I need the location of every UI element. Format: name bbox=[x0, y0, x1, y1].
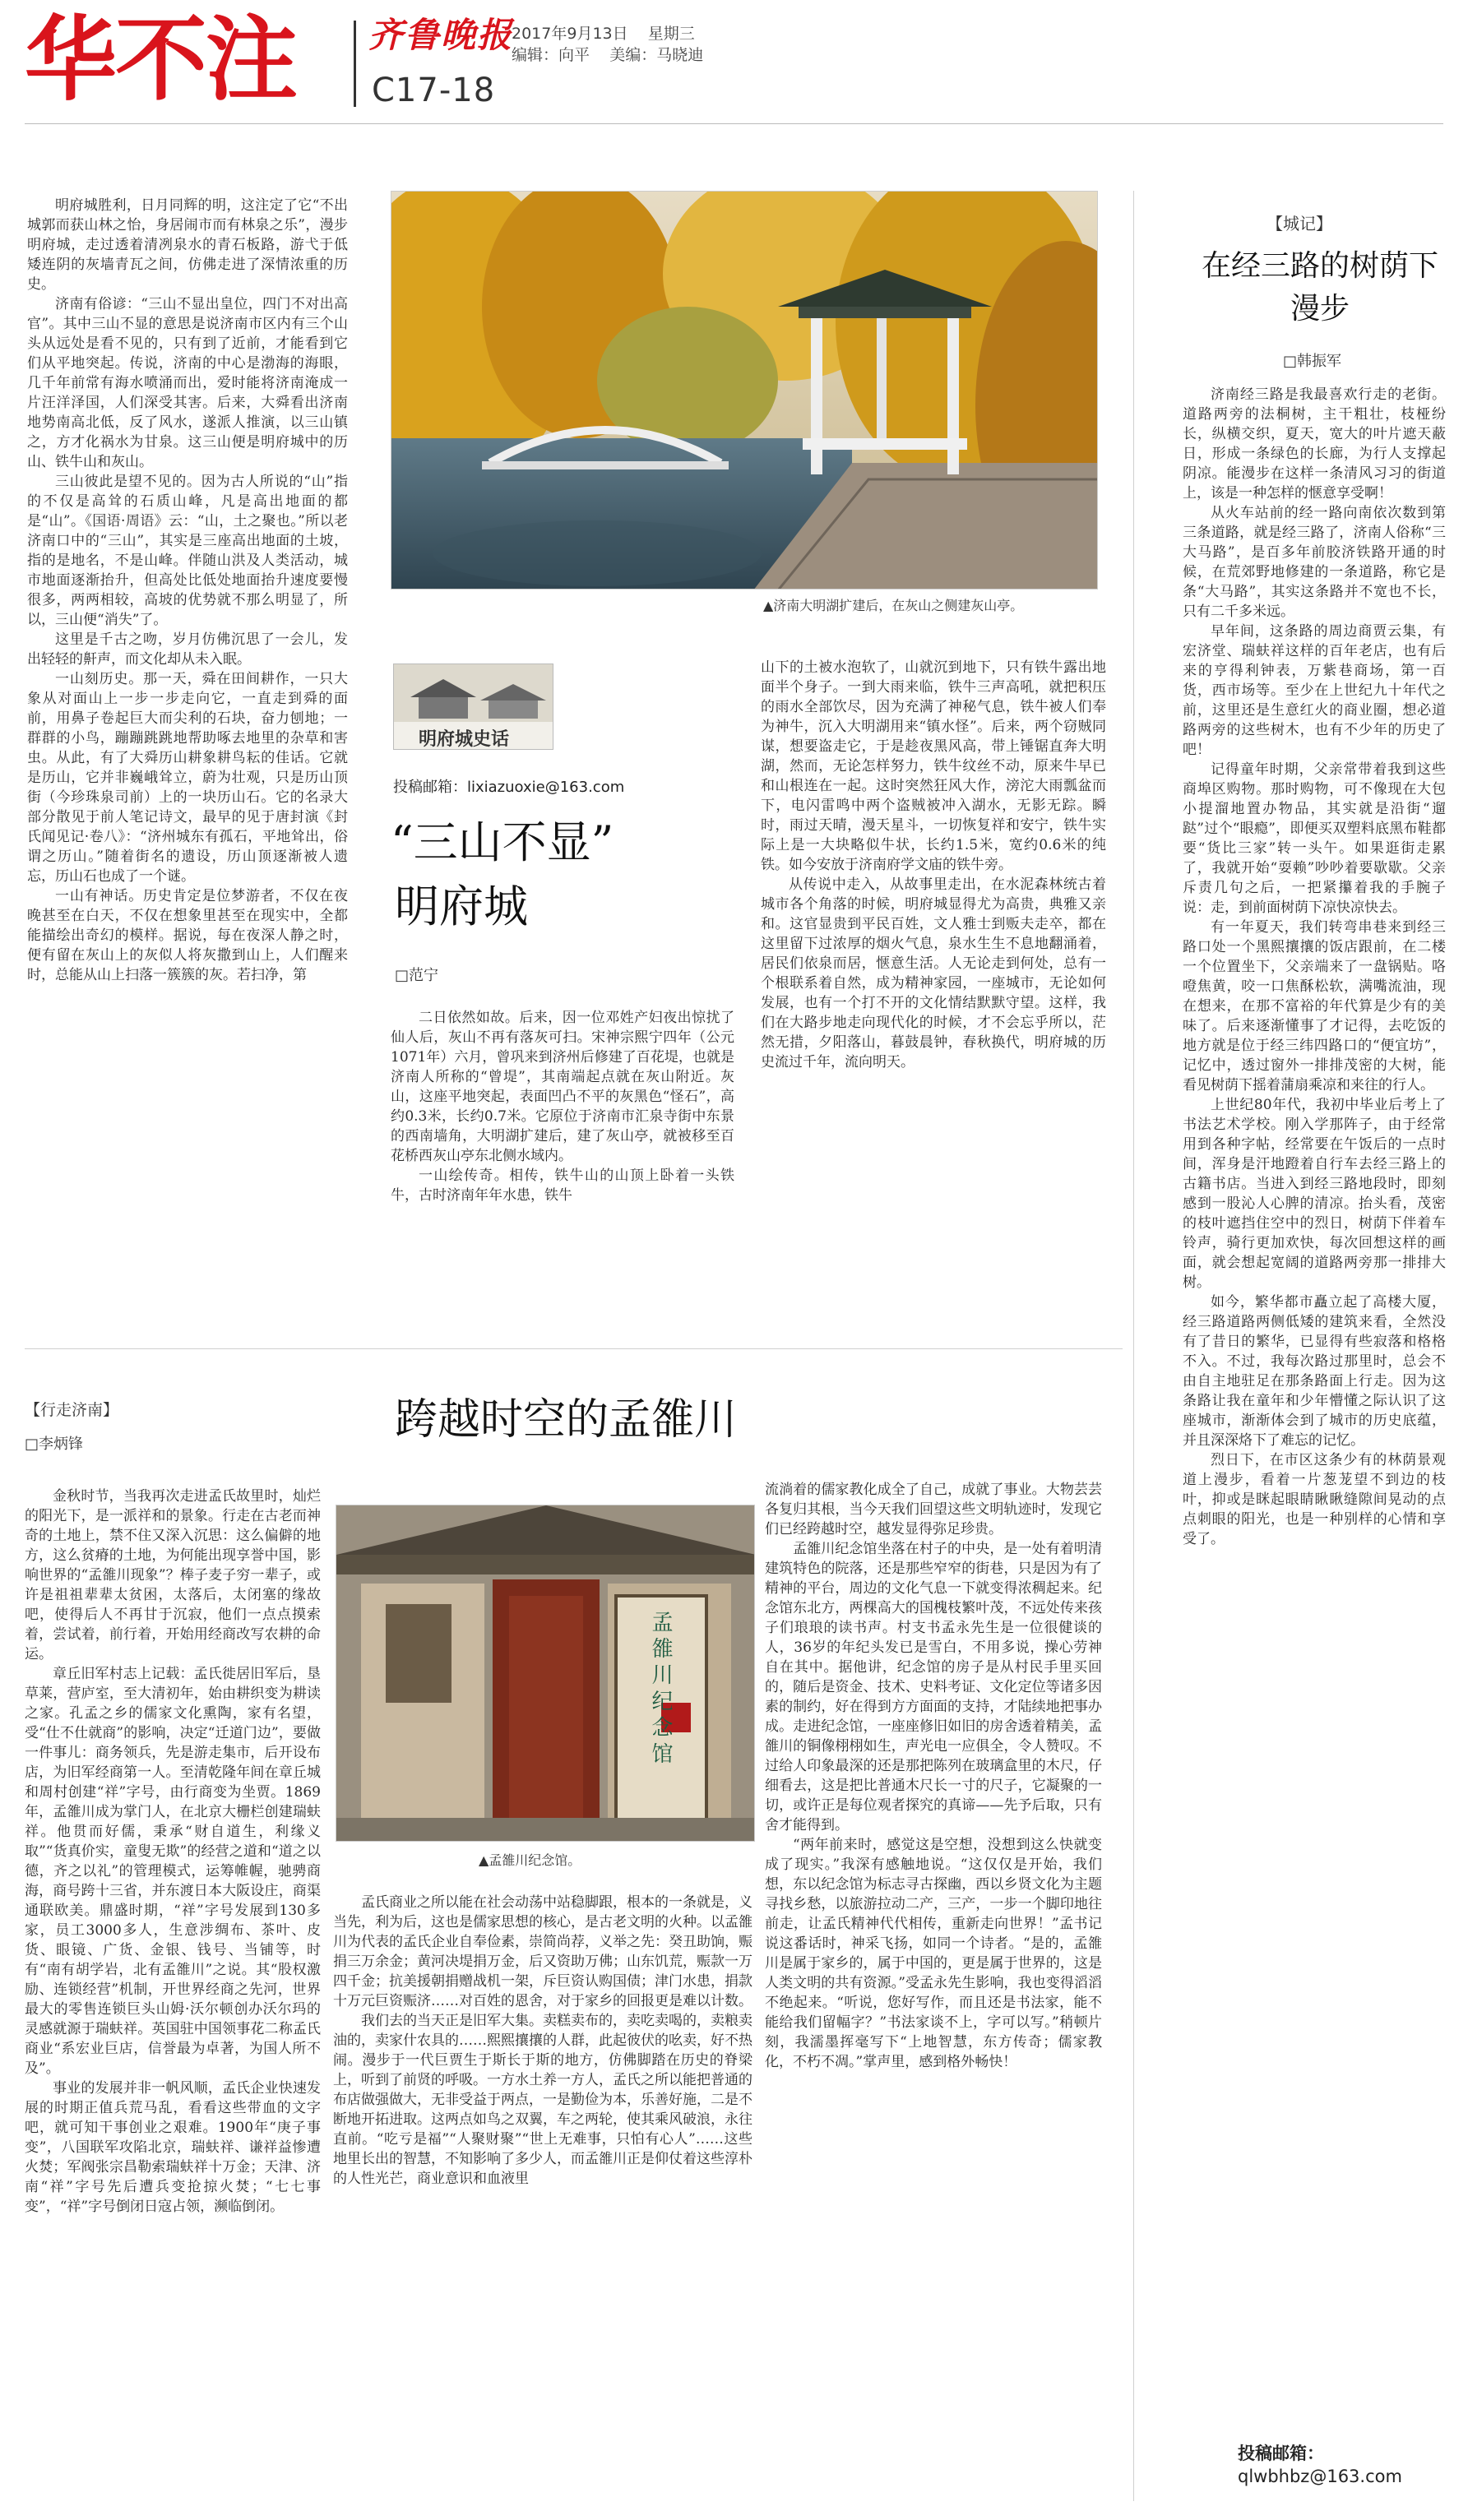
article2-tag: 【城记】 bbox=[1267, 214, 1332, 234]
article3-byline: □李炳锋 bbox=[25, 1436, 84, 1453]
masthead bbox=[0, 0, 1468, 169]
paragraph: 济南经三路是我最喜欢行走的老街。道路两旁的法桐树，主干粗壮，枝桠纷长，纵横交织，夏天，宽大的叶片遮天蔽日，形成一条绿色的长廊，为行人支撑起阴凉。能漫步在这样一条清风习习的街道上，该是一种怎样的惬意享受啊！ bbox=[1183, 386, 1446, 502]
article2-author: 韩振军 bbox=[1297, 353, 1342, 370]
article1-column-1 bbox=[27, 196, 348, 1322]
paragraph: 烈日下，在市区这条少有的林荫景观道上漫步，看着一片葱茏望不到边的枝叶，抑或是眯起眼睛瞅瞅缝隙间晃动的点点刺眼的阳光，也是一种别样的心情和享受了。 bbox=[1183, 1452, 1446, 1547]
paragraph: 这里是千古之吻，岁月仿佛沉思了一会儿，发出轻轻的鼾声，而文化却从未入眠。 bbox=[27, 631, 348, 668]
masthead-rule bbox=[25, 123, 1443, 124]
paragraph: 一山有神话。历史肯定是位梦游者，不仅在夜晚甚至在白天，不仅在想象里甚至在现实中，全都能描绘出奇幻的模样。据说，每在夜深人静之时，便有留在灰山上的灰似人将灰撒到山上，人们醒来时，总能从山上扫落一簇簇的灰。若扫净，第 bbox=[27, 888, 348, 983]
masthead-divider bbox=[354, 21, 356, 107]
article2-submit-label: 投稿邮箱： bbox=[1238, 2444, 1324, 2463]
section-title: 华不注 bbox=[25, 7, 296, 113]
article2-title-line2: 漫步 bbox=[1290, 292, 1350, 326]
article1-submit-email: 投稿邮箱：lixiazuoxie@163.com bbox=[393, 779, 625, 796]
memorial-illustration bbox=[336, 1505, 755, 1842]
article2-byline: □韩振军 bbox=[1283, 353, 1342, 370]
lake-photo-caption: ▲济南大明湖扩建后，在灰山之侧建灰山亭。 bbox=[763, 598, 1024, 613]
paragraph: 金秋时节，当我再次走进孟氏故里时，灿烂的阳光下，是一派祥和的景象。行走在古老而神奇的土地上，禁不住又深入沉思：这么偏僻的地方，这么贫瘠的土地，为何能出现享誉中国，影响世界的“孟雒川现象”？棒子麦子穷一辈子，或许是祖祖辈辈太贫困，太落后，太闭塞的缘故吧，使得后人不再甘于沉寂，他们一点点摸索着，尝试着，前行着，开始用经商改写农耕的命运。 bbox=[25, 1488, 321, 1662]
paragraph: 早年间，这条路的周边商贾云集，有宏济堂、瑞蚨祥这样的百年老店，也有后来的亨得利钟表，万紫巷商场，第一百货，西市场等。至少在上世纪九十年代之前，这里还是生意红火的商业圈，想必道路两旁的这些树木，也有不少年的历史了吧！ bbox=[1183, 623, 1446, 758]
paragraph: 山下的土被水泡软了，山就沉到地下，只有铁牛露出地面半个身子。一到大雨来临，铁牛三声高吼，就把积压的雨水全部饮尽，因为充满了神秘气息，铁牛被人们奉为神牛，沉入大明湖用来“镇水怪”。后来，两个窃贼同谋，想要盗走它，于是趁夜黑风高，带上锤锯直奔大明湖，然而，无论怎样努力，铁牛纹丝不动，原来牛早已和山根连在一起。这时突然狂风大作，滂沱大雨瓢盆而下，电闪雷鸣中两个盗贼被冲入湖水，无影无踪。瞬时，雨过天晴，漫天星斗，一切恢复祥和安宁，铁牛实际上是一大块略似牛状，长约1.5米，宽约0.6米的纯铁。如今安放于济南府学文庙的铁牛旁。 bbox=[761, 659, 1106, 873]
column-logo-title: 明府城史话 bbox=[419, 729, 510, 750]
paragraph: 孟雒川纪念馆坐落在村子的中央，是一处有着明清建筑特色的院落，还是那些窄窄的街巷，只是因为有了精神的平台，周边的文化气息一下就变得浓稠起来。纪念馆东北方，两棵高大的国槐枝繁叶茂，不远处传来孩子们琅琅的读书声。村支书孟永先生是一位很健谈的人，36岁的年纪头发已是雪白，不用多说，操心劳神自在其中。据他讲，纪念馆的房子是从村民手里买回的，随后是资金、技术、史料考证、文化定位等诸多因素的制约，好在得到方方面面的支持，才陆续地把事办成。走进纪念馆，一座座修旧如旧的房舍透着精美，孟雒川的铜像栩栩如生，声光电一应俱全，令人赞叹。不过给人印象最深的还是那把陈列在玻璃盒里的木尺，仔细看去，这是把比普通木尺长一寸的尺子，它凝聚的一切，或许正是每位观者探究的真谛——先予后取，只有舍才能得到。 bbox=[765, 1541, 1102, 1833]
article3-author: 李炳锋 bbox=[39, 1436, 84, 1453]
weekday-text: 星期三 bbox=[647, 25, 695, 43]
article2-body bbox=[1183, 385, 1446, 2203]
paragraph: 孟氏商业之所以能在社会动荡中站稳脚跟，根本的一条就是，义当先，利为后，这也是儒家思想的核心，是古老文明的火种。以孟雒川为代表的孟氏企业自奉俭素，崇简尚荐，义举之先：癸丑助饷，赈捐三万余金；黄河决堤捐万金，后又资助万佛；山东饥荒，赈款一万四千金；抗美援朝捐赠战机一架，斥巨资认购国债；津门水患，捐款十万元巨资赈济……对百姓的恩舍，对于家乡的回报更是难以计数。 bbox=[333, 1894, 753, 2009]
paragraph: 三山彼此是望不见的。因为古人所说的“山”指的不仅是高耸的石质山峰，凡是高出地面的都是“山”。《国语·周语》云：“山，土之聚也。”所以老济南口中的“三山”，其实是三座高出地面的土坡，指的是地名，不是山峰。伴随山洪及人类活动，城市地面逐渐抬升，但高处比低处地面抬升速度要慢很多，两两相较，高坡的优势就不那么明显了，所以，三山便“消失”了。 bbox=[27, 474, 348, 628]
paragraph: 记得童年时期，父亲常带着我到这些商埠区购物。那时购物，可不像现在大包小提溜地置办物品，其实就是沿街“遛跶”过个“眼瘾”，即便买双塑料底黑布鞋都要“货比三家”转一头午。如果逛街走累了，我就开始“耍赖”吵吵着要歇歇。父亲斥责几句之后，一把紧攥着我的手腕子说：走，到前面树荫下凉快凉快去。 bbox=[1183, 761, 1446, 916]
paragraph: 从传说中走入，从故事里走出，在水泥森林统古着城市各个角落的时候，明府城显得尤为高贵，典雅又亲和。这官显贵到平民百姓，文人雅士到贩夫走卒，都在这里留下过浓厚的烟火气息，泉水生生不息地翻涌着，居民们依泉而居，惬意生活。人无论走到何处，总有一个根联系着自然，成为精神家园，一座城市，无论如何发展，也有一个打不开的文化情结默默守望。这样，我们在大路步地走向现代化的时候，才不会忘乎所以，茫然无措，夕阳落山，暮鼓晨钟，春秋换代，明府城的历史流过千年，流向明天。 bbox=[761, 876, 1106, 1070]
article1-title-line2: 明府城 bbox=[395, 881, 528, 932]
right-column-divider bbox=[1133, 191, 1134, 2501]
article3-title: 跨越时空的孟雒川 bbox=[395, 1395, 738, 1445]
article1-byline: □范宁 bbox=[395, 967, 439, 984]
editor-credits bbox=[512, 44, 703, 66]
paragraph: 流淌着的儒家教化成全了自己，成就了事业。大物芸芸各复归其根，当今天我们回望这些文明轨迹时，发现它们已经跨越时空，越发显得弥足珍贵。 bbox=[765, 1482, 1102, 1537]
paragraph: 上世纪80年代，我初中毕业后考上了书法艺术学校。刚入学那阵子，由于经常用到各种字帖，经常要在午饭后的一点时间，浑身是汗地蹬着自行车去经三路上的古籍书店。当进入到经三路地段时，即刻感到一股沁人心脾的清凉。抬头看，茂密的枝叶遮挡住空中的烈日，树荫下伴着车铃声，骑行更加欢快，每次回想这样的画面，就会想起宽阔的道路两旁那一排排大树。 bbox=[1183, 1097, 1446, 1291]
old-building-sketch bbox=[394, 664, 553, 722]
paragraph: 济南有俗谚：“三山不显出皇位，四门不对出高官”。其中三山不显的意思是说济南市区内有三个山头从远处是看不见的，只有到了近前，才能看到它们从平地突起。传说，济南的中心是渤海的海眼，几千年前常有海水喷涌而出，爱时能将济南淹成一片汪洋泽国，人们深受其害。后来，大舜看出济南地势南高北低，反了风水，遂派人推演，以三山镇之，方才化祸水为甘泉。这三山便是明府城中的历山、铁牛山和灰山。 bbox=[27, 296, 348, 470]
paragraph: 章丘旧军村志上记载：孟氏徙居旧军后，垦草莱，营庐室，至大清初年，始由耕织变为耕读之家。孔孟之乡的儒家文化熏陶，家有名望，受“仕不仕就商”的影响，决定“迁道门边”，要做一件事儿：商务领兵，先是游走集市，后开设布店，为旧军经商第一人。至清乾隆年间在章丘城和周村创建“祥”字号，由行商变为坐贾。1869年，孟雒川成为掌门人，在北京大栅栏创建瑞蚨祥。他贯而好儒，秉承“财自道生，利缘义取”“货真价实，童叟无欺”的经营之道和“道之以德，齐之以礼”的管理模式，运筹帷幄，驰骋商海，商号跨十三省，并东渡日本大阪设庄，商渠通联欧美。鼎盛时期，“祥”字号发展到130多家，员工3000多人，生意涉绸布、茶叶、皮货、眼镜、广货、金银、钱号、当铺等，时有“南有胡学岩，北有孟雒川”之说。其“股权激励、连锁经营”机制，开世界经商之先河，世界最大的零售连锁巨头山姆·沃尔顿创办沃尔玛的灵感就源于瑞蚨祥。英国驻中国领事花二称孟氏商业“系宏业巨店，信誉最为卓著，为国人所不及”。 bbox=[25, 1666, 321, 2077]
date-text: 2017年9月13日 bbox=[512, 25, 628, 43]
article1-title-line1: “三山不显” bbox=[391, 816, 614, 868]
paragraph: 我们去的当天正是旧军大集。卖糕卖布的，卖吃卖喝的，卖粮卖油的，卖家什农具的……熙熙攘攘的人群，此起彼伏的吆卖，好不热闹。漫步于一代巨贾生于斯长于斯的地方，仿佛脚踏在历史的脊梁上，听到了前贤的呼吸。一方水土养一方人，孟氏之所以能把普通的布店做强做大，无非受益于两点，一是勤俭为本，乐善好施，二是不断地开拓进取。这两点如鸟之双翼，车之两轮，使其乘风破浪，永往直前。“吃亏是福”“人聚财聚”“世上无难事，只怕有心人”……这些地里长出的智慧，不知影响了多少人，而孟雒川正是仰仗着这些淳朴的人性光芒，商业意识和血液里 bbox=[333, 2013, 753, 2187]
paragraph: 明府城胜利，日月同辉的明，这注定了它“不出城郭而获山林之怡，身居闹市而有林泉之乐”，漫步明府城，走过透着清冽泉水的青石板路，游弋于低矮连阴的灰墙青瓦之间，仿佛走进了深情浓重的历史。 bbox=[27, 197, 348, 293]
article1-column-3 bbox=[761, 658, 1106, 1322]
article3-top-rule bbox=[25, 1348, 1123, 1349]
page-number: C17-18 bbox=[372, 72, 496, 109]
memorial-hall-photo bbox=[336, 1505, 755, 1842]
paragraph: 如今，繁华都市矗立起了高楼大厦，经三路道路两侧低矮的建筑来看，全然没有了昔日的繁华，已显得有些寂落和格格不入。不过，我每次路过那里时，总会不由自主地驻足在那条路面上行走。因为这条路让我在童年和少年懵懂之际认识了这座城市，渐渐体会到了城市的历史底蕴，并且深深烙下了难忘的记忆。 bbox=[1183, 1294, 1446, 1449]
article1-author: 范宁 bbox=[409, 967, 439, 984]
article3-column-3 bbox=[765, 1480, 1102, 2510]
paragraph: 事业的发展并非一帆风顺，孟氏企业快速发展的时期正值兵荒马乱，看看这些带血的文字吧，就可知干事创业之艰难。1900年“庚子事变”，八国联军攻陷北京，瑞蚨祥、谦祥益惨遭火焚；军阀张宗昌勒索瑞蚨祥十万金；天津、济南“祥”字号先后遭兵变抢掠火焚；“七七事变”，“祥”字号倒闭日寇占领，濒临倒闭。 bbox=[25, 2080, 321, 2215]
article2-title-line1: 在经三路的树荫下 bbox=[1201, 249, 1438, 283]
pavilion-illustration bbox=[391, 192, 1098, 590]
article1-column-2 bbox=[391, 1008, 734, 1322]
memorial-plaque: 孟雒川纪念馆 bbox=[648, 1611, 673, 1769]
paragraph: 从火车站前的经一路向南依次数到第三条道路，就是经三路了，济南人俗称“三大马路”，是百多年前胶济铁路开通的时候，在荒郊野地修建的一条道路，称它是条“大马路”，其实这条路并不宽也不长，只有二千多米远。 bbox=[1183, 505, 1446, 620]
paragraph: 有一年夏天，我们转弯串巷来到经三路口处一个黑熙攘攘的饭店跟前，在二楼一个位置坐下，父亲端来了一盘锅贴。咯噔焦黄，咬一口焦酥松软，满嘴流油，现在想来，在那不富裕的年代算是少有的美味了。后来逐渐懂事了才记得，去吃饭的地方就是位于经三纬四路口的“便宜坊”，记忆中，透过窗外一排排茂密的大树，能看见树荫下摇着蒲扇乘凉和来往的行人。 bbox=[1183, 919, 1446, 1094]
article2-submit-email: qlwbhbz@163.com bbox=[1238, 2467, 1402, 2486]
paragraph: 一山绘传奇。相传，铁牛山的山顶上卧着一头铁牛，古时济南年年水患，铁牛 bbox=[391, 1168, 734, 1204]
column-logo-box bbox=[393, 664, 553, 750]
paragraph: “两年前来时，感觉这是空想，没想到这么快就变成了现实。”我深有感触地说。“这仅仅是开始，我们想，东以纪念馆为标志寻古探幽，西以乡贤文化为主题寻找乡愁，以旅游拉动二产，三产，一步一个脚印地往前走，让孟氏精神代代相传，重新走向世界！”孟书记说这番话时，神采飞扬，如同一个诗者。“是的，孟雒川是属于家乡的，属于中国的，更是属于世界的，这是人类文明的共有资源。”受孟永先生影响，我也变得滔滔不绝起来。“听说，您好写作，而且还是书法家，能不能给我们留幅字？”书法家谈不上，字可以写。”稍顿片刻，我濡墨挥毫写下“上地智慧，东方传奇；儒家教化，不朽不凋。”掌声里，感到格外畅快！ bbox=[765, 1837, 1102, 2070]
article3-column-1 bbox=[25, 1487, 321, 2510]
issue-date bbox=[512, 23, 695, 44]
lake-pavilion-photo bbox=[391, 191, 1098, 590]
editor-text: 编辑：向平 bbox=[512, 46, 590, 64]
paragraph: 二日依然如故。后来，因一位邓姓产妇夜出惊扰了仙人后，灰山不再有落灰可扫。宋神宗熙宁四年（公元1071年）六月，曾巩来到济州后修建了百花堤，也就是济南人所称的“曾堤”，其南端起点就在灰山附近。灰山，这座平地突起，表面凹凸不平的灰黑色“怪石”，高约0.3米，长约0.7米。它原位于济南市汇泉寺街中东景的西南墙角，大明湖扩建后，建了灰山亭，就被移至百花桥西灰山亭东北侧水域内。 bbox=[391, 1010, 734, 1164]
paper-name-logo: 齐鲁晚报 bbox=[368, 15, 514, 55]
article3-tag: 【行走济南】 bbox=[25, 1401, 119, 1419]
memorial-photo-caption: ▲孟雒川纪念馆。 bbox=[479, 1852, 581, 1868]
article3-column-2 bbox=[333, 1893, 753, 2510]
paragraph: 一山刻历史。那一天，舜在田间耕作，一只大象从对面山上一步一步走向它，一直走到舜的面前，用鼻子卷起巨大而尖利的石块，奋力刨地；一群群的小鸟，蹦蹦跳跳地帮助啄去地里的杂草和害虫。从此，有了大舜历山耕象耕鸟耘的佳话。它就是历山，它并非巍峨耸立，蔚为壮观，只是历山顶街（今珍珠泉司前）上的一块历山石。它的名录大部分散见于前人笔记诗文，最早的见于唐封演《封氏闻见记·卷八》：“济州城东有孤石，平地耸出，俗谓之历山。”随着街名的遗设，历山顶逐渐被人遗忘，历山石也成了一个谜。 bbox=[27, 671, 348, 885]
designer-text: 美编：马晓迪 bbox=[609, 46, 704, 64]
